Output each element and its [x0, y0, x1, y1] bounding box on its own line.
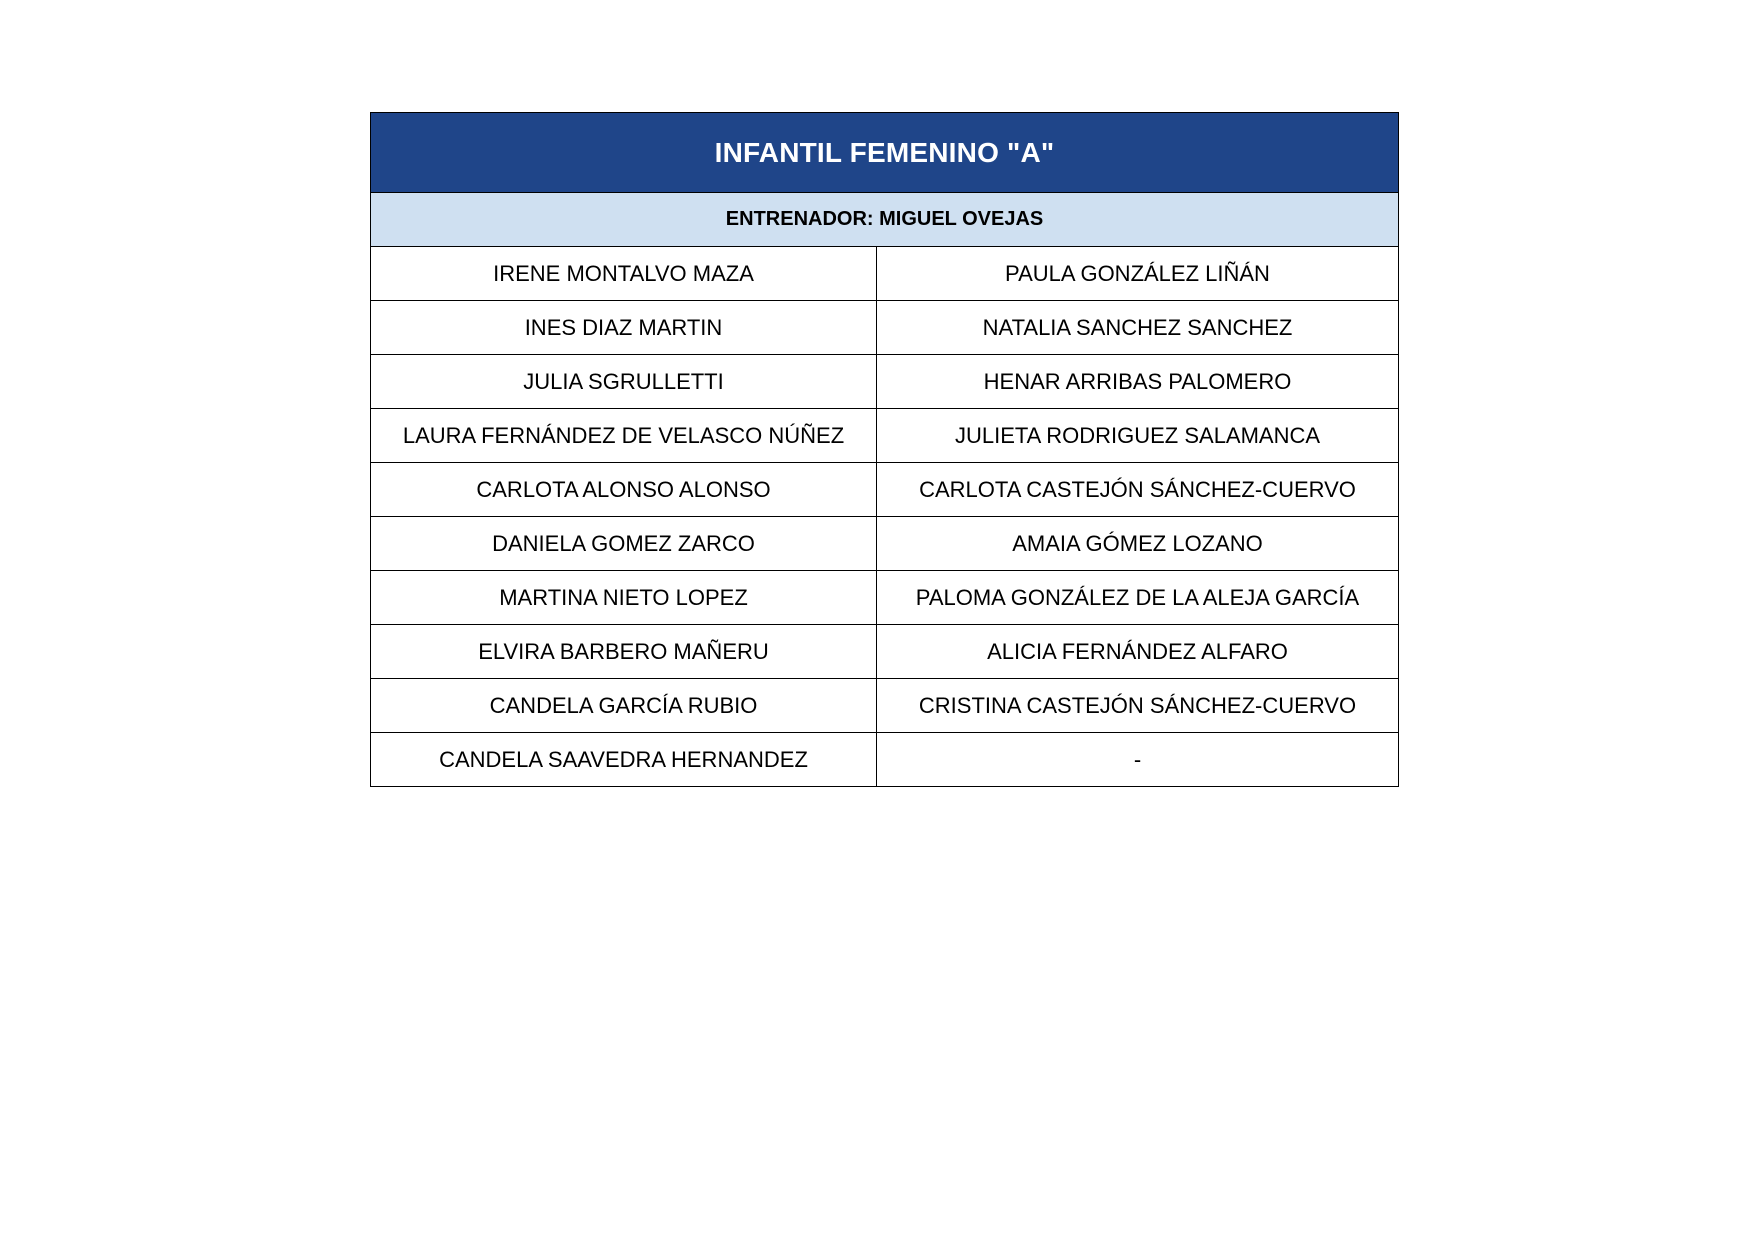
table-row [371, 679, 1399, 733]
player-cell: IRENE MONTALVO MAZA [371, 247, 877, 301]
player-cell: AMAIA GÓMEZ LOZANO [877, 517, 1399, 571]
coach-label: ENTRENADOR: MIGUEL OVEJAS [371, 193, 1399, 247]
player-cell: PAULA GONZÁLEZ LIÑÁN [877, 247, 1399, 301]
table-row [371, 409, 1399, 463]
player-cell: CARLOTA CASTEJÓN SÁNCHEZ-CUERVO [877, 463, 1399, 517]
table-row [371, 463, 1399, 517]
player-cell: MARTINA NIETO LOPEZ [371, 571, 877, 625]
player-cell: JULIA SGRULLETTI [371, 355, 877, 409]
player-cell: LAURA FERNÁNDEZ DE VELASCO NÚÑEZ [371, 409, 877, 463]
title-row [371, 113, 1399, 193]
roster-sheet [370, 112, 1398, 787]
table-row [371, 625, 1399, 679]
table-row [371, 571, 1399, 625]
player-cell: DANIELA GOMEZ ZARCO [371, 517, 877, 571]
team-title: INFANTIL FEMENINO "A" [371, 113, 1399, 193]
table-row [371, 355, 1399, 409]
table-row [371, 247, 1399, 301]
player-cell: JULIETA RODRIGUEZ SALAMANCA [877, 409, 1399, 463]
coach-row [371, 193, 1399, 247]
player-cell: CARLOTA ALONSO ALONSO [371, 463, 877, 517]
player-cell: INES DIAZ MARTIN [371, 301, 877, 355]
player-cell: PALOMA GONZÁLEZ DE LA ALEJA GARCÍA [877, 571, 1399, 625]
roster-table [370, 112, 1399, 787]
player-cell: ELVIRA BARBERO MAÑERU [371, 625, 877, 679]
player-cell: HENAR ARRIBAS PALOMERO [877, 355, 1399, 409]
player-cell: ALICIA FERNÁNDEZ ALFARO [877, 625, 1399, 679]
player-cell: CANDELA SAAVEDRA HERNANDEZ [371, 733, 877, 787]
player-cell: - [877, 733, 1399, 787]
table-row [371, 301, 1399, 355]
table-row [371, 517, 1399, 571]
player-cell: CANDELA GARCÍA RUBIO [371, 679, 877, 733]
player-cell: CRISTINA CASTEJÓN SÁNCHEZ-CUERVO [877, 679, 1399, 733]
table-row [371, 733, 1399, 787]
player-cell: NATALIA SANCHEZ SANCHEZ [877, 301, 1399, 355]
